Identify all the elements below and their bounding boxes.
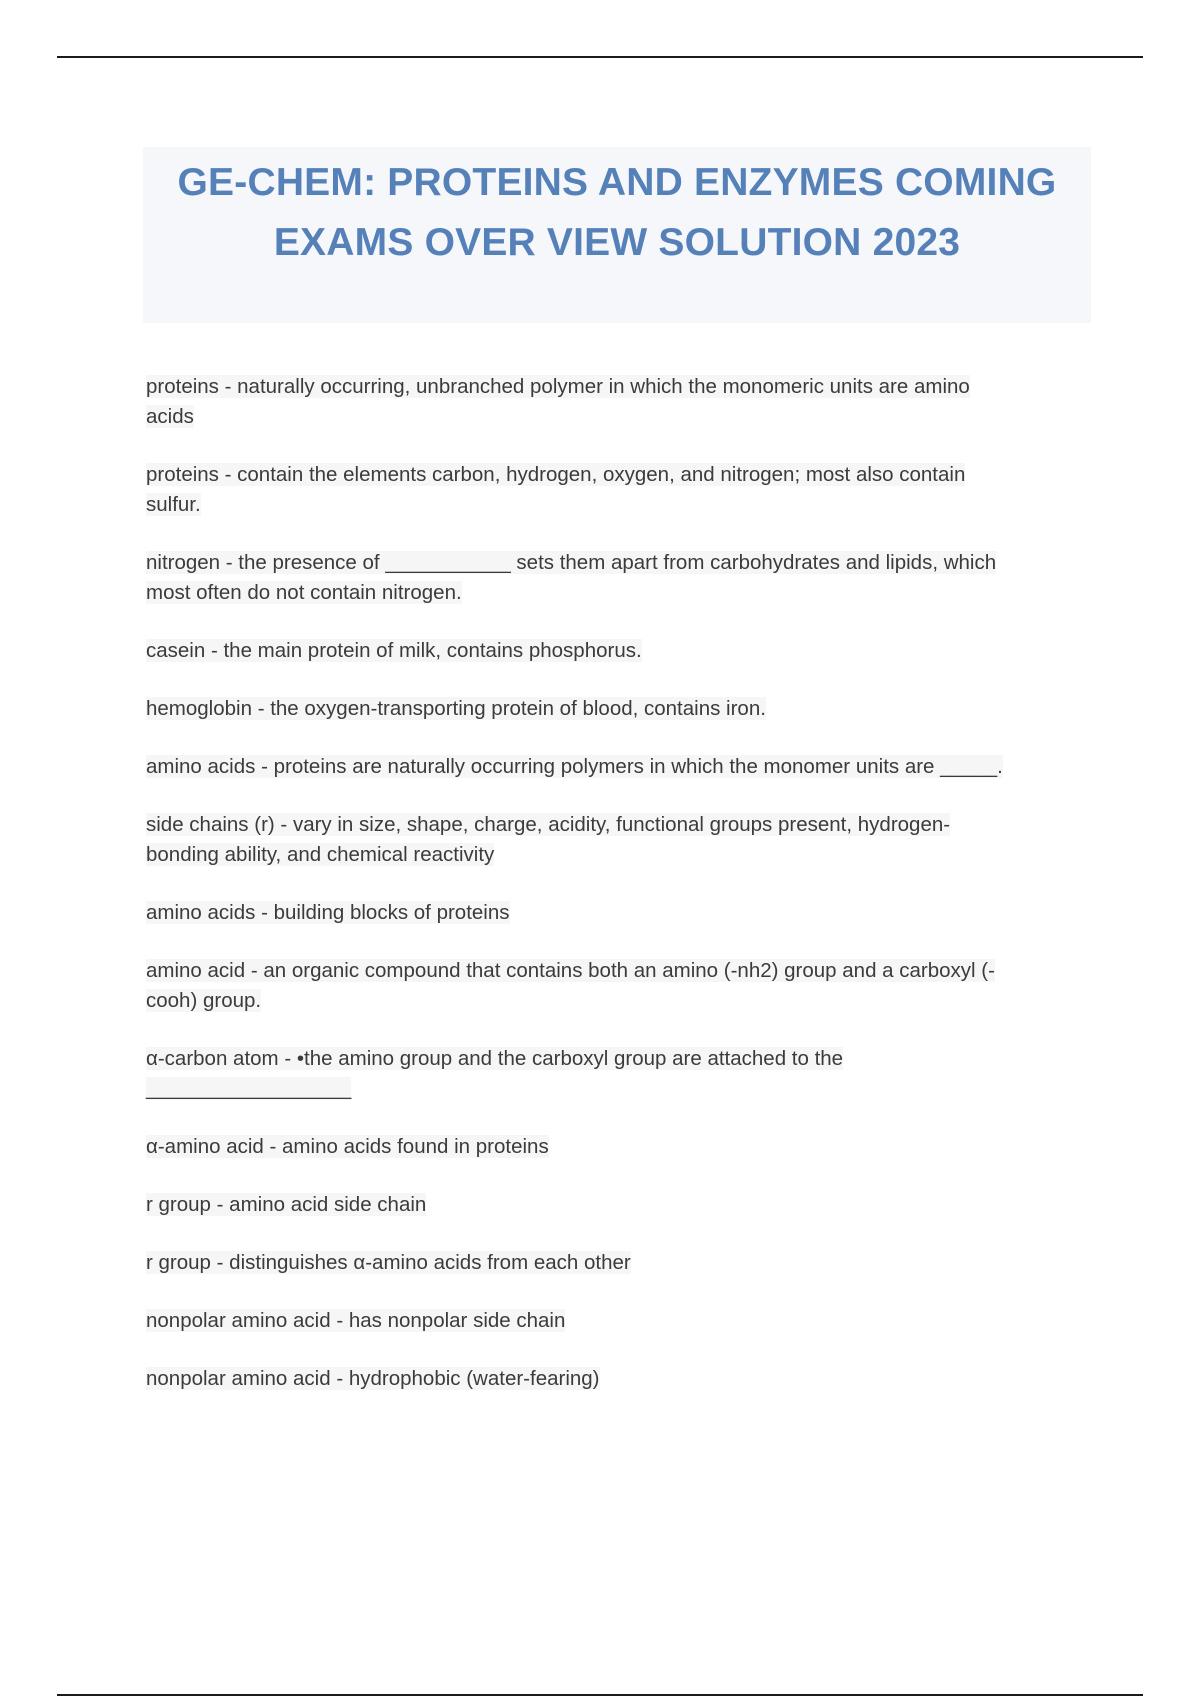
entry-line: most often do not contain nitrogen. [146,581,462,604]
entry-line: proteins - naturally occurring, unbranched polymer in which the monomeric units are amino [146,375,970,398]
list-item [146,372,1086,432]
entry-line: sulfur. [146,493,201,516]
bottom-rule [57,1694,1143,1696]
list-item [146,1044,1086,1104]
list-item [146,956,1086,1016]
entry-line: nonpolar amino acid - hydrophobic (water-fearing) [146,1367,600,1390]
entry-line: amino acid - an organic compound that contains both an amino (-nh2) group and a carboxyl (- [146,959,995,982]
list-item [146,898,1086,928]
page-title-line-1: GE-CHEM: PROTEINS AND ENZYMES COMING [177,161,1057,204]
top-rule [57,56,1143,58]
entry-list [146,372,1086,1394]
list-item [146,810,1086,870]
entry-line: α-carbon atom - •the amino group and the carboxyl group are attached to the [146,1047,844,1070]
entry-line: cooh) group. [146,989,262,1012]
entry-line: α-amino acid - amino acids found in proteins [146,1135,549,1158]
entry-line: hemoglobin - the oxygen-transporting protein of blood, contains iron. [146,697,766,720]
list-item [146,636,1086,666]
entry-line: casein - the main protein of milk, contains phosphorus. [146,639,642,662]
list-item [146,548,1086,608]
title-box [143,147,1091,323]
list-item [146,752,1086,782]
entry-line: nonpolar amino acid - has nonpolar side chain [146,1309,566,1332]
entry-line: r group - distinguishes α-amino acids from each other [146,1251,631,1274]
page-title-line-2: EXAMS OVER VIEW SOLUTION 2023 [273,221,961,264]
list-item [146,694,1086,724]
entry-line: proteins - contain the elements carbon, hydrogen, oxygen, and nitrogen; most also contain [146,463,966,486]
list-item [146,1132,1086,1162]
list-item [146,460,1086,520]
entry-line: __________________ [146,1077,352,1100]
entry-line: acids [146,405,194,428]
list-item [146,1306,1086,1336]
list-item [146,1190,1086,1220]
entry-line: amino acids - building blocks of proteins [146,901,510,924]
entry-line: nitrogen - the presence of ___________ sets them apart from carbohydrates and lipids, which [146,551,997,574]
entry-line: r group - amino acid side chain [146,1193,427,1216]
list-item [146,1248,1086,1278]
entry-line: side chains (r) - vary in size, shape, charge, acidity, functional groups present, hydrogen- [146,813,951,836]
entry-line: bonding ability, and chemical reactivity [146,843,495,866]
list-item [146,1364,1086,1394]
entry-line: amino acids - proteins are naturally occurring polymers in which the monomer units are _____. [146,755,1003,778]
